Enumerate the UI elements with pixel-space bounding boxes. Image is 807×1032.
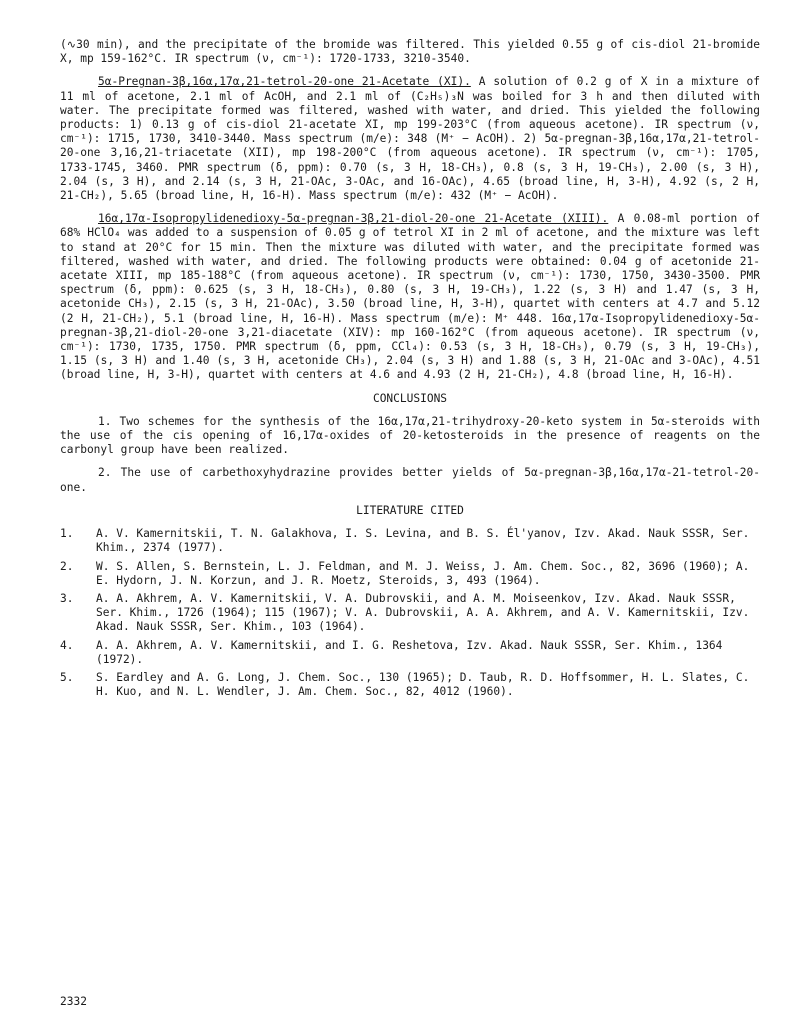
intro-paragraph: (∿30 min), and the precipitate of the bromide was filtered. This yielded 0.55 g of cis-diol 21-bromide X, mp 159-162°C. IR spectrum (ν, cm⁻¹): 1720-1733, 3210-3540. xyxy=(60,38,760,66)
compound-xiii-heading: 16α,17α-Isopropylidenedioxy-5α-pregnan-3β,21-diol-20-one 21-Acetate (XIII). xyxy=(98,212,609,226)
reference-item xyxy=(60,527,760,555)
compound-xi-body: A solution of 0.2 g of X in a mixture of 11 ml of acetone, 2.1 ml of AcOH, and 2.1 ml of (C₂H₅)₃N was boiled for 3 h and then diluted with water. The precipitate formed was filtered, washed with water, and dried. This yielded the following products: 1) 0.13 g of cis-diol 21-acetate XI, mp 199-203°C (from aqueous acetone). IR spectrum (ν, cm⁻¹): 1715, 1730, 3410-3440. Mass spectrum (m/e): 348 (M⁺ − AcOH). 2) 5α-pregnan-3β,16α,17α,21-tetrol-20-one 3,16,21-triacetate (XII), mp 198-200°C (from aqueous acetone). IR spectrum (ν, cm⁻¹): 1705, 1733-1745, 3460. PMR spectrum (δ, ppm): 0.70 (s, 3 H, 18-CH₃), 0.8 (s, 3 H, 19-CH₃), 2.00 (s, 3 H), 2.04 (s, 3 H), and 2.14 (s, 3 H, 21-OAc, 3-OAc, and 16-OAc), 4.65 (broad line, H, 3-H), 4.92 (s, 2 H, 21-CH₂), 5.65 (broad line, H, 16-H). Mass spectrum (m/e): 432 (M⁺ − AcOH). xyxy=(60,75,761,203)
compound-xiii-body: A 0.08-ml portion of 68% HClO₄ was added to a suspension of 0.05 g of tetrol XI in 2 ml of acetone, and the mixture was left to stand at 20°C for 15 min. Then the mixture was diluted with water, and the precipitate formed was filtered, washed with water, and dried. The following products were obtained: 0.04 g of acetonide 21-acetate XIII, mp 185-188°C (from aqueous acetone). IR spectrum (ν, cm⁻¹): 1730, 1750, 3430-3500. PMR spectrum (δ, ppm): 0.625 (s, 3 H, 18-CH₃), 0.80 (s, 3 H, 19-CH₃), 1.22 (s, 3 H) and 1.47 (s, 3 H, acetonide CH₃), 2.15 (s, 3 H, 21-OAc), 3.50 (broad line, H, 3-H), quartet with centers at 4.7 and 5.12 (2 H, 21-CH₂), 5.1 (broad line, H, 16-H). Mass spectrum (m/e): M⁺ 448. 16α,17α-Isopropylidenedioxy-5α-pregnan-3β,21-diol-20-one 3,21-diacetate (XIV): mp 160-162°C (from aqueous acetone). IR spectrum (ν, cm⁻¹): 1730, 1735, 1750. PMR spectrum (δ, ppm, CCl₄): 0.53 (s, 3 H, 18-CH₃), 0.79 (s, 3 H, 19-CH₃), 1.15 (s, 3 H) and 1.40 (s, 3 H, acetonide CH₃), 2.04 (s, 3 H) and 1.88 (s, 3 H, 21-OAc and 3-OAc), 4.51 (broad line, H, 3-H), quartet with centers at 4.6 and 4.93 (2 H, 21-CH₂), 4.8 (broad line, H, 16-H). xyxy=(60,212,760,382)
reference-text: A. A. Akhrem, A. V. Kamernitskii, and I. G. Reshetova, Izv. Akad. Nauk SSSR, Ser. Khim., 1364 (1972). xyxy=(96,638,723,666)
reference-number: 2. xyxy=(60,559,74,573)
reference-list xyxy=(60,527,760,699)
conclusion-item-2: 2. The use of carbethoxyhydrazine provides better yields of 5α-pregnan-3β,16α,17α-21-tetrol-20-one. xyxy=(60,466,760,494)
conclusions-title: CONCLUSIONS xyxy=(372,391,448,405)
reference-text: A. A. Akhrem, A. V. Kamernitskii, V. A. Dubrovskii, and A. M. Moiseenkov, Izv. Akad. Nauk SSSR, Ser. Khim., 1726 (1964); 115 (1967); V. A. Dubrovskii, A. A. Akhrem, and A. V. Kamernitskii, Izv. Akad. Nauk SSSR, Ser. Khim., 103 (1964). xyxy=(96,591,750,634)
literature-title: LITERATURE CITED xyxy=(356,503,464,517)
reference-item xyxy=(60,671,760,699)
reference-item xyxy=(60,592,760,635)
reference-number: 4. xyxy=(60,638,74,652)
compound-xi-paragraph xyxy=(60,75,760,203)
reference-item xyxy=(60,560,760,588)
reference-text: S. Eardley and A. G. Long, J. Chem. Soc., 130 (1965); D. Taub, R. D. Hoffsommer, H. L. Slates, C. H. Kuo, and N. L. Wendler, J. Am. Chem. Soc., 82, 4012 (1960). xyxy=(96,670,750,699)
page-number: 2332 xyxy=(60,995,87,1008)
reference-text: A. V. Kamernitskii, T. N. Galakhova, I. S. Levina, and B. S. Él'yanov, Izv. Akad. Nauk SSSR, Ser. Khim., 2374 (1977). xyxy=(96,527,750,555)
reference-number: 5. xyxy=(60,670,74,684)
compound-xi-heading: 5α-Pregnan-3β,16α,17α,21-tetrol-20-one 21-Acetate (XI). xyxy=(98,75,471,89)
reference-number: 3. xyxy=(60,591,74,605)
conclusion-item-1: 1. Two schemes for the synthesis of the 16α,17α,21-trihydroxy-20-keto system in 5α-steroids with the use of the cis opening of 16,17α-oxides of 20-ketosteroids in the presence of reagents on the carbonyl group have been realized. xyxy=(60,414,760,457)
compound-xiii-paragraph xyxy=(60,212,760,382)
reference-number: 1. xyxy=(60,527,74,541)
reference-text: W. S. Allen, S. Bernstein, L. J. Feldman, and M. J. Weiss, J. Am. Chem. Soc., 82, 3696 (1960); A. E. Hydorn, J. N. Korzun, and J. R. Moetz, Steroids, 3, 493 (1964). xyxy=(96,559,750,587)
reference-item xyxy=(60,639,760,667)
paper-page xyxy=(60,38,760,703)
